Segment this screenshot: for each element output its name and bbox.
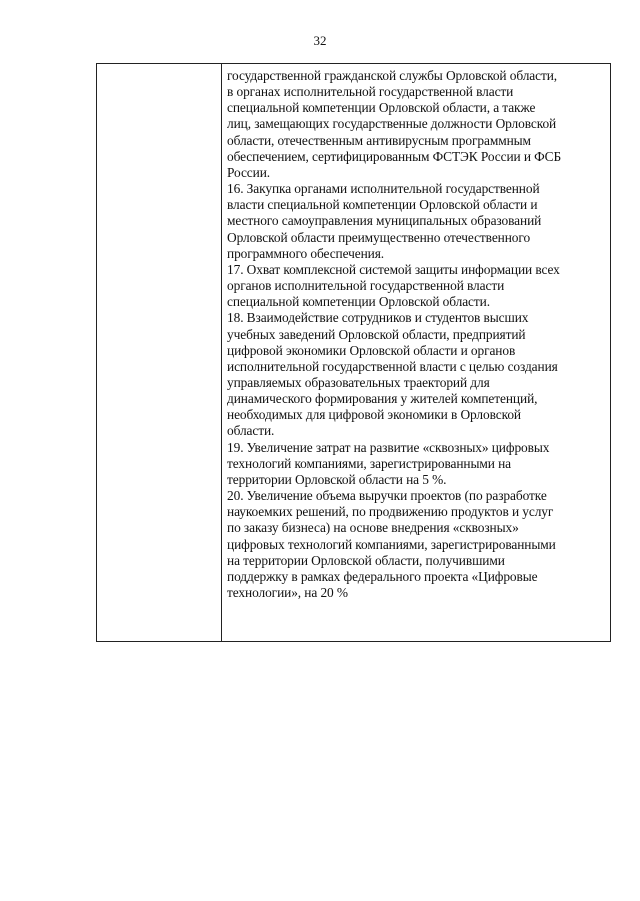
text-line: органов исполнительной государственной власти — [227, 278, 505, 294]
text-line: исполнительной государственной власти с целью создания — [227, 358, 558, 374]
text-line: области, отечественным антивирусным программным — [227, 132, 531, 148]
text-line: наукоемких решений, по продвижению продуктов и услуг — [227, 504, 554, 520]
text-line: технологии», на 20 % — [227, 585, 348, 600]
text-line: обеспечением, сертифицированным ФСТЭК России и ФСБ — [227, 148, 562, 164]
text-line: власти специальной компетенции Орловской области и — [227, 197, 538, 213]
text-line: 17. Охват комплексной системой защиты информации всех — [227, 261, 560, 277]
text-line: специальной компетенции Орловской области, а также — [227, 100, 536, 116]
text-line: учебных заведений Орловской области, предприятий — [227, 326, 526, 342]
table-cell-left — [97, 64, 222, 642]
text-line: динамического формирования у жителей компетенций, — [227, 391, 538, 407]
text-line: программного обеспечения. — [227, 245, 385, 261]
text-line: территории Орловской области на 5 %. — [227, 471, 447, 487]
table-cell-right — [222, 64, 611, 642]
text-line: технологий компаниями, зарегистрированными на — [227, 455, 511, 471]
text-line: области. — [227, 423, 275, 439]
table-row — [97, 64, 611, 642]
text-line: России. — [227, 164, 271, 180]
text-line: местного самоуправления муниципальных образований — [227, 213, 542, 229]
page-number: 32 — [313, 33, 327, 48]
text-line: 19. Увеличение затрат на развитие «сквозных» цифровых — [227, 439, 550, 455]
text-line: цифровых технологий компаниями, зарегистрированными — [227, 536, 556, 552]
text-line: государственной гражданской службы Орловской области, — [227, 68, 558, 83]
text-line: 16. Закупка органами исполнительной государственной — [227, 181, 540, 197]
text-line: цифровой экономики Орловской области и органов — [227, 342, 516, 358]
text-line: Орловской области преимущественно отечественного — [227, 229, 531, 245]
text-line: лиц, замещающих государственные должности Орловской — [227, 116, 557, 132]
text-line: поддержку в рамках федерального проекта «Цифровые — [227, 568, 538, 584]
text-line: в органах исполнительной государственной власти — [227, 84, 514, 100]
text-line: необходимых для цифровой экономики в Орловской — [227, 407, 521, 423]
text-line: 18. Взаимодействие сотрудников и студентов высших — [227, 310, 529, 326]
text-line: по заказу бизнеса) на основе внедрения «сквозных» — [227, 520, 519, 536]
text-line: на территории Орловской области, получившими — [227, 552, 505, 568]
text-line: 20. Увеличение объема выручки проектов (по разработке — [227, 488, 547, 504]
text-line: специальной компетенции Орловской области. — [227, 294, 490, 310]
document-table — [96, 63, 611, 642]
text-line: управляемых образовательных траекторий для — [227, 374, 490, 390]
